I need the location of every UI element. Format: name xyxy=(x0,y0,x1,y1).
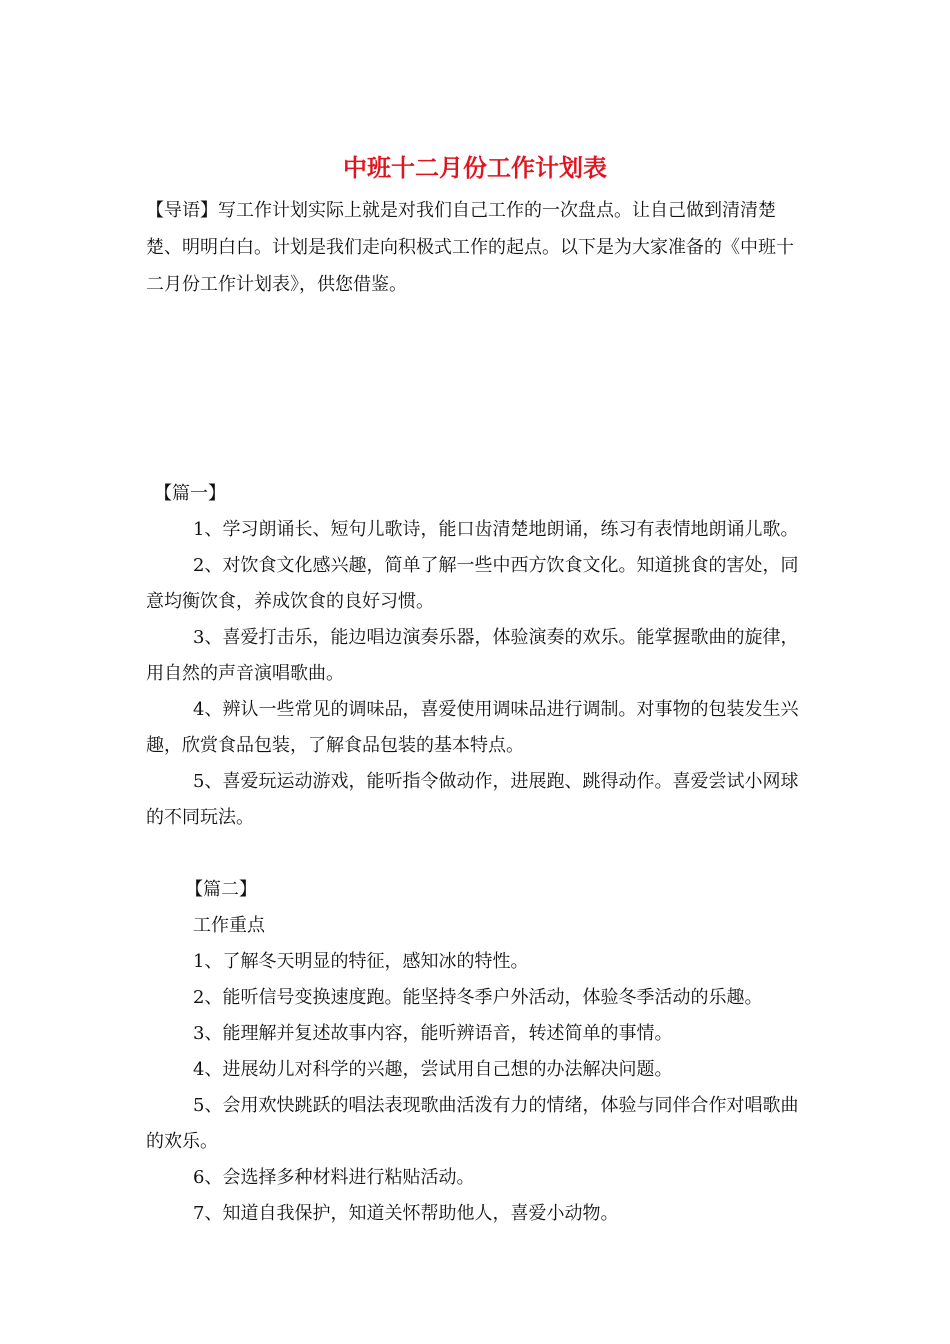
list-item: 1、了解冬天明显的特征，感知冰的特性。 xyxy=(193,951,529,972)
list-item: 4、进展幼儿对科学的兴趣，尝试用自己想的办法解决问题。 xyxy=(193,1059,673,1080)
list-item: 5、会用欢快跳跃的唱法表现歌曲活泼有力的情绪，体验与同伴合作对唱歌曲的欢乐。 xyxy=(146,1095,799,1152)
list-item: 6、会选择多种材料进行粘贴活动。 xyxy=(193,1167,475,1188)
section-part-one xyxy=(146,476,806,836)
intro-paragraph: 【导语】写工作计划实际上就是对我们自己工作的一次盘点。让自己做到清清楚楚、明明白白。计划是我们走向积极式工作的起点。以下是为大家准备的《中班十二月份工作计划表》，供您借鉴。 xyxy=(146,200,794,295)
list-item: 4、辨认一些常见的调味品，喜爱使用调味品进行调制。对事物的包装发生兴趣，欣赏食品包装，了解食品包装的基本特点。 xyxy=(146,699,799,756)
list-item: 3、能理解并复述故事内容，能听辨语音，转述简单的事情。 xyxy=(193,1023,673,1044)
list-item: 2、对饮食文化感兴趣，简单了解一些中西方饮食文化。知道挑食的害处，同意均衡饮食，养成饮食的良好习惯。 xyxy=(146,555,799,612)
section-subheading: 工作重点 xyxy=(193,915,265,936)
list-item: 1、学习朗诵长、短句儿歌诗，能口齿清楚地朗诵，练习有表情地朗诵儿歌。 xyxy=(193,519,799,540)
list-item: 7、知道自我保护，知道关怀帮助他人，喜爱小动物。 xyxy=(193,1203,619,1224)
list-item: 3、喜爱打击乐，能边唱边演奏乐器，体验演奏的欢乐。能掌握歌曲的旋律，用自然的声音演唱歌曲。 xyxy=(146,627,799,684)
section-heading: 【篇二】 xyxy=(185,879,257,900)
list-item: 5、喜爱玩运动游戏，能听指令做动作，进展跑、跳得动作。喜爱尝试小网球的不同玩法。 xyxy=(146,771,799,828)
list-item: 2、能听信号变换速度跑。能坚持冬季户外活动，体验冬季活动的乐趣。 xyxy=(193,987,763,1008)
document-title: 中班十二月份工作计划表 xyxy=(343,153,607,182)
section-part-two xyxy=(146,872,806,1232)
section-heading: 【篇一】 xyxy=(154,483,226,504)
